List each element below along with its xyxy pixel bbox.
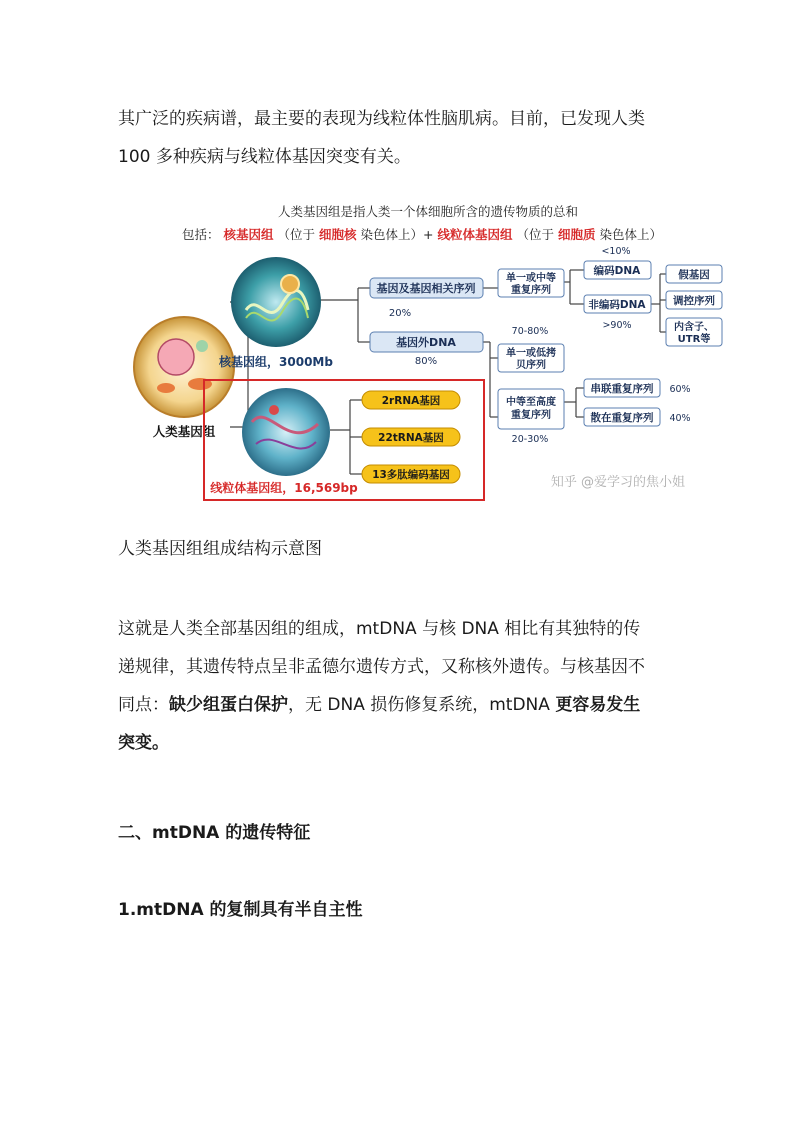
- para-bold-mutation-2: 突变。: [118, 733, 169, 753]
- intro-line-1: 其广泛的疾病谱，最主要的表现为线粒体性脑肌病。目前，已发现人类: [118, 109, 645, 129]
- figure-include-line: [182, 227, 662, 242]
- nuclear-genome-text: 核基因组: [223, 227, 274, 242]
- para-bold-histone: 缺少组蛋白保护: [169, 695, 288, 715]
- para-line-3-prefix: 同点：: [118, 695, 169, 715]
- section-heading: 二、mtDNA 的遗传特征: [118, 823, 311, 843]
- human-genome-label: 人类基因组: [152, 424, 216, 439]
- sub-heading: 1.mtDNA 的复制具有半自主性: [118, 900, 363, 920]
- rrna-text: 2rRNA基因: [381, 395, 441, 407]
- para-bold-mutation-1: 更容易发生: [555, 695, 641, 715]
- coding-pct: <10%: [601, 246, 631, 257]
- tandem-pct: 60%: [669, 384, 691, 395]
- mito-genome-text: 线粒体基因组: [437, 227, 513, 242]
- regulatory-text: 调控序列: [673, 295, 715, 307]
- tandem-repeat-text: 串联重复序列: [590, 383, 654, 395]
- nuclear-note-close: 染色体上）+: [360, 227, 434, 242]
- trna-text: 22tRNA基因: [378, 432, 444, 444]
- moderate-high-pct: 20-30%: [511, 434, 549, 445]
- mitochondria-illustration: [242, 388, 330, 476]
- nuclear-note-open: （位于: [277, 227, 316, 242]
- single-low-copy-line-2: 贝序列: [516, 360, 546, 371]
- para-line-3: [118, 686, 678, 724]
- extragenic-text: 基因外DNA: [396, 336, 456, 349]
- para-line-1: 这就是人类全部基因组的组成，mtDNA 与核 DNA 相比有其独特的传: [118, 619, 641, 639]
- mito-note-close: 染色体上）: [599, 227, 662, 242]
- moderate-high-line-2: 重复序列: [511, 410, 551, 421]
- intro-paragraph: [118, 100, 678, 176]
- mito-location: 细胞质: [557, 227, 596, 242]
- dispersed-pct: 40%: [669, 413, 691, 424]
- intro-line-2: 100 多种疾病与线粒体基因突变有关。: [118, 147, 411, 167]
- extragenic-pct: 80%: [414, 356, 438, 367]
- figure-caption: 人类基因组组成结构示意图: [118, 539, 322, 559]
- mito-genome-label: 线粒体基因组，16,569bp: [210, 481, 358, 495]
- moderate-high-line-1: 中等至高度: [506, 397, 556, 408]
- dispersed-repeat-text: 散在重复序列: [590, 412, 654, 424]
- single-or-moderate-line-1: 单一或中等: [506, 273, 556, 284]
- gene-related-pct: 20%: [388, 308, 412, 319]
- nuclear-dna-illustration: [231, 257, 321, 347]
- nuclear-location: 细胞核: [319, 227, 357, 242]
- peptide-text: 13多肽编码基因: [372, 469, 450, 481]
- coding-dna-text: 编码DNA: [593, 265, 641, 277]
- mito-note-open: （位于: [516, 227, 554, 242]
- figure-title: 人类基因组是指人类一个体细胞所含的遗传物质的总和: [277, 204, 579, 219]
- intron-line-2: UTR等: [677, 334, 711, 345]
- genome-structure-figure: [118, 192, 728, 508]
- single-or-moderate-line-2: 重复序列: [511, 285, 551, 296]
- nuclear-genome-label: 核基因组，3000Mb: [219, 355, 333, 369]
- watermark: 知乎 @爱学习的焦小姐: [550, 475, 686, 490]
- noncoding-pct: >90%: [602, 320, 632, 331]
- single-low-pct: 70-80%: [511, 326, 549, 337]
- pseudogene-text: 假基因: [678, 269, 710, 281]
- moderate-high-box: [498, 389, 564, 429]
- intron-line-1: 内含子、: [674, 322, 714, 333]
- include-prefix: 包括：: [182, 227, 220, 242]
- para-line-3-mid: ，无 DNA 损伤修复系统，mtDNA: [288, 695, 556, 715]
- gene-related-text: 基因及基因相关序列: [376, 282, 476, 295]
- body-paragraph: [118, 610, 678, 762]
- noncoding-dna-text: 非编码DNA: [588, 299, 646, 311]
- para-line-2: 递规律，其遗传特点呈非孟德尔遗传方式，又称核外遗传。与核基因不: [118, 657, 645, 677]
- single-low-copy-line-1: 单一或低拷: [506, 348, 556, 359]
